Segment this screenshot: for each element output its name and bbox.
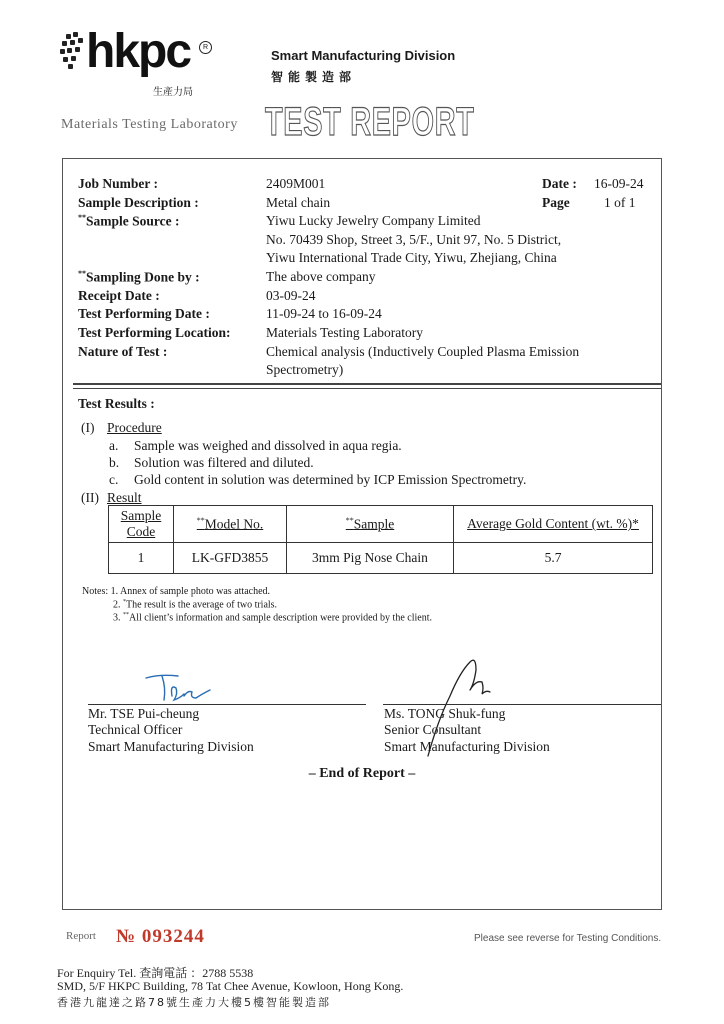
signature-line-right [383, 704, 661, 705]
page-number: 1 of 1 [604, 195, 636, 210]
sample-description-label: Sample Description : [78, 195, 199, 210]
note-1 [82, 586, 270, 597]
sample-source-label-text: Sample Source : [86, 213, 180, 229]
right-signatory-division: Smart Manufacturing Division [384, 739, 550, 754]
result-table [108, 505, 653, 574]
job-number-label: Job Number : [78, 176, 159, 191]
performing-date-label: Test Performing Date : [78, 306, 210, 321]
sample-description: Metal chain [266, 195, 331, 210]
sampling-done-by: The above company [266, 269, 376, 284]
cell-gold-content: 5.7 [454, 543, 653, 574]
receipt-date: 03-09-24 [266, 288, 316, 303]
note-2-mark: * [123, 599, 126, 605]
step-b-letter: b. [109, 455, 120, 470]
division-name-en: Smart Manufacturing Division [271, 48, 456, 63]
step-c-letter: c. [109, 472, 119, 487]
date-label: Date : [542, 176, 577, 191]
reverse-note: Please see reverse for Testing Conditions. [474, 933, 662, 944]
report-title: TEST REPORT [265, 100, 475, 144]
test-results-heading: Test Results : [78, 396, 155, 411]
note-2-number: 2. [113, 599, 121, 611]
sample-source-line-1: Yiwu Lucky Jewelry Company Limited [266, 213, 481, 228]
note-3-mark: ** [123, 612, 129, 618]
end-of-report: – End of Report – [308, 766, 416, 781]
header-sample-code-line-2: Code [126, 524, 156, 539]
left-signatory-name: Mr. TSE Pui-cheung [88, 706, 200, 721]
address-zh: 香港九龍達之路78號生產力大樓5樓智能製造部 [57, 996, 331, 1009]
sample-source-label [78, 213, 180, 230]
procedure-number: (I) [81, 420, 95, 435]
header-sample-code-line-1: Sample [120, 508, 162, 524]
nature-of-test-label: Nature of Test : [78, 344, 168, 359]
step-b-text: Solution was filtered and diluted. [134, 455, 314, 470]
registered-mark: R [199, 41, 212, 54]
step-a-text: Sample was weighed and dissolved in aqua regia. [134, 438, 402, 453]
sample-source-mark: ** [78, 213, 86, 222]
header-sample [287, 506, 454, 543]
header-model-no [174, 506, 287, 543]
report-number [116, 926, 205, 948]
note-3-text: All client’s information and sample description were provided by the client. [129, 612, 432, 624]
lab-name: Materials Testing Laboratory [61, 117, 238, 132]
job-number: 2409M001 [266, 176, 326, 191]
page-label: Page [542, 195, 570, 210]
table-header-row [109, 506, 653, 543]
table-row [109, 543, 653, 574]
enquiry-line: For Enquiry Tel. 查詢電話 ：2788 5538 [57, 966, 254, 980]
note-2 [113, 599, 277, 610]
nature-of-test-line-2: Spectrometry) [266, 362, 344, 377]
step-a-letter: a. [109, 438, 119, 453]
sample-source-line-3: Yiwu International Trade City, Yiwu, Zhejiang, China [266, 250, 557, 265]
right-signatory-name: Ms. TONG Shuk-fung [384, 706, 506, 721]
note-3 [113, 612, 432, 623]
section-divider [73, 383, 661, 389]
right-signatory-title: Senior Consultant [384, 722, 482, 737]
step-c-text: Gold content in solution was determined by ICP Emission Spectrometry. [134, 472, 527, 487]
report-number-value: 093244 [141, 926, 205, 947]
left-signatory-division: Smart Manufacturing Division [88, 739, 254, 754]
logo-chinese-text: 生產力局 [153, 87, 193, 98]
result-title: Result [107, 490, 142, 505]
header-gold-content: Average Gold Content (wt. %)* [454, 506, 653, 543]
nature-of-test-line-1: Chemical analysis (Inductively Coupled Plasma Emission [266, 344, 580, 359]
header-sample-code [109, 506, 174, 543]
notes-prefix: Notes: [82, 586, 109, 597]
signature-tse [140, 670, 220, 706]
cell-sample: 3mm Pig Nose Chain [287, 543, 454, 574]
division-name-zh: 智能製造部 [271, 70, 357, 84]
header-sample-mark: ** [345, 515, 354, 525]
procedure-title: Procedure [107, 420, 162, 435]
signature-line-left [88, 704, 366, 705]
report-label: Report [66, 930, 96, 942]
header-model-text: Model No. [204, 516, 264, 532]
performing-location: Materials Testing Laboratory [266, 325, 424, 340]
sampling-label [78, 269, 200, 286]
note-3-number: 3. [113, 612, 121, 624]
sample-source-line-2: No. 70439 Shop, Street 3, 5/F., Unit 97, No. 5 District, [266, 232, 562, 247]
note-1-text: 1. Annex of sample photo was attached. [110, 586, 271, 597]
address-en: SMD, 5/F HKPC Building, 78 Tat Chee Avenue, Kowloon, Hong Kong. [57, 979, 404, 993]
note-2-text: The result is the average of two trials. [126, 599, 278, 611]
sampling-label-text: Sampling Done by : [86, 269, 200, 285]
receipt-date-label: Receipt Date : [78, 288, 160, 303]
report-date: 16-09-24 [594, 176, 644, 191]
cell-model-no: LK-GFD3855 [174, 543, 287, 574]
result-number: (II) [81, 490, 99, 505]
left-signatory-title: Technical Officer [88, 722, 183, 737]
hkpc-logo: hkpc [86, 25, 191, 78]
header-model-mark: ** [196, 515, 205, 525]
performing-date: 11-09-24 to 16-09-24 [266, 306, 382, 321]
header-sample-text: Sample [353, 516, 395, 532]
number-sign: № [116, 926, 137, 947]
sampling-mark: ** [78, 269, 86, 278]
performing-location-label: Test Performing Location: [78, 325, 231, 340]
cell-sample-code: 1 [109, 543, 174, 574]
